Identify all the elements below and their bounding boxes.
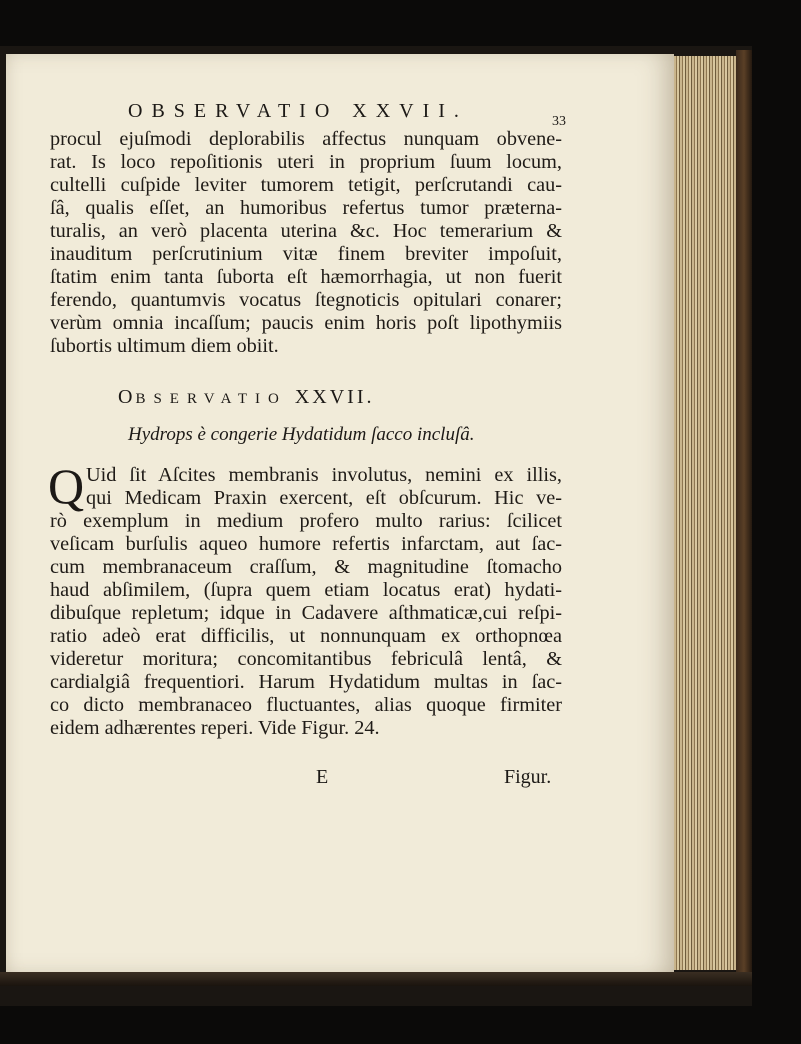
section-title-initial: O: [118, 386, 136, 408]
drop-cap: Q: [48, 458, 85, 514]
text-line: ſubortis ultimum diem obiit.: [50, 335, 279, 357]
running-head: OBSERVATIO XXVII.: [128, 100, 468, 122]
text-line: haud abſimilem, (ſupra quem etiam locatus erat) hydati-: [50, 579, 562, 601]
book-spine: [736, 50, 752, 980]
text-line: ferendo, quantumvis vocatus ſtegnoticis opitulari conarer;: [50, 289, 562, 311]
page-edges: [674, 56, 738, 970]
text-line: co dicto membranaceo fluctuantes, alias quoque firmiter: [50, 694, 562, 716]
book-bottom-edge: [0, 972, 752, 986]
paragraph-1: [50, 128, 562, 358]
page-number: 33: [552, 114, 566, 129]
section-title-smallcaps: BSERVATIO: [135, 391, 287, 407]
paragraph-2: [50, 510, 562, 740]
text-line: inauditum perſcrutinium vitæ finem breviter impoſuit,: [50, 243, 562, 265]
section-title-numeral: XXVII.: [294, 386, 375, 408]
text-line: ratio adeò erat difficilis, ut nonnunquam ex orthopnœa: [50, 625, 562, 647]
text-line: dibuſque repletum; idque in Cadavere aſthmaticæ,cui reſpi-: [50, 602, 562, 624]
text-line: ſtatim enim tanta ſuborta eſt hæmorrhagia, ut non fuerit: [50, 266, 562, 288]
text-line: ſâ, qualis eſſet, an humoribus refertus tumor præterna-: [50, 197, 562, 219]
text-line: procul ejuſmodi deplorabilis affectus nunquam obvene-: [50, 128, 562, 150]
text-line: veſicam burſulis aqueo humore refertis infarctam, aut ſac-: [50, 533, 562, 555]
text-line: turalis, an verò placenta uterina &c. Hoc temerarium &: [50, 220, 562, 242]
text-line: eidem adhærentes reperi. Vide Figur. 24.: [50, 717, 380, 739]
text-line: Uid ſit Aſcites membranis involutus, nemini ex illis,: [86, 464, 562, 486]
text-line: rat. Is loco repoſitionis uteri in proprium ſuum locum,: [50, 151, 562, 173]
section-subtitle: Hydrops è congerie Hydatidum ſacco incluſâ.: [128, 424, 475, 445]
text-line: verùm omnia incaſſum; paucis enim horis poſt lipothymiis: [50, 312, 562, 334]
text-line: cum membranaceum craſſum, & magnitudine ſtomacho: [50, 556, 562, 578]
text-line: qui Medicam Praxin exercent, eſt obſcurum. Hic ve-: [86, 487, 562, 509]
text-line: rò exemplum in medium profero multo rarius: ſcilicet: [50, 510, 562, 532]
paragraph-2-indented: [86, 464, 562, 510]
text-line: cultelli cuſpide leviter tumorem tetigit, perſcrutandi cau-: [50, 174, 562, 196]
section-title: [118, 386, 374, 409]
text-line: cardialgiâ frequentiori. Harum Hydatidum multas in ſac-: [50, 671, 562, 693]
catchword: Figur.: [504, 766, 552, 788]
text-line: videretur moritura; concomitantibus febriculâ lentâ, &: [50, 648, 562, 670]
signature-mark: E: [316, 766, 329, 788]
